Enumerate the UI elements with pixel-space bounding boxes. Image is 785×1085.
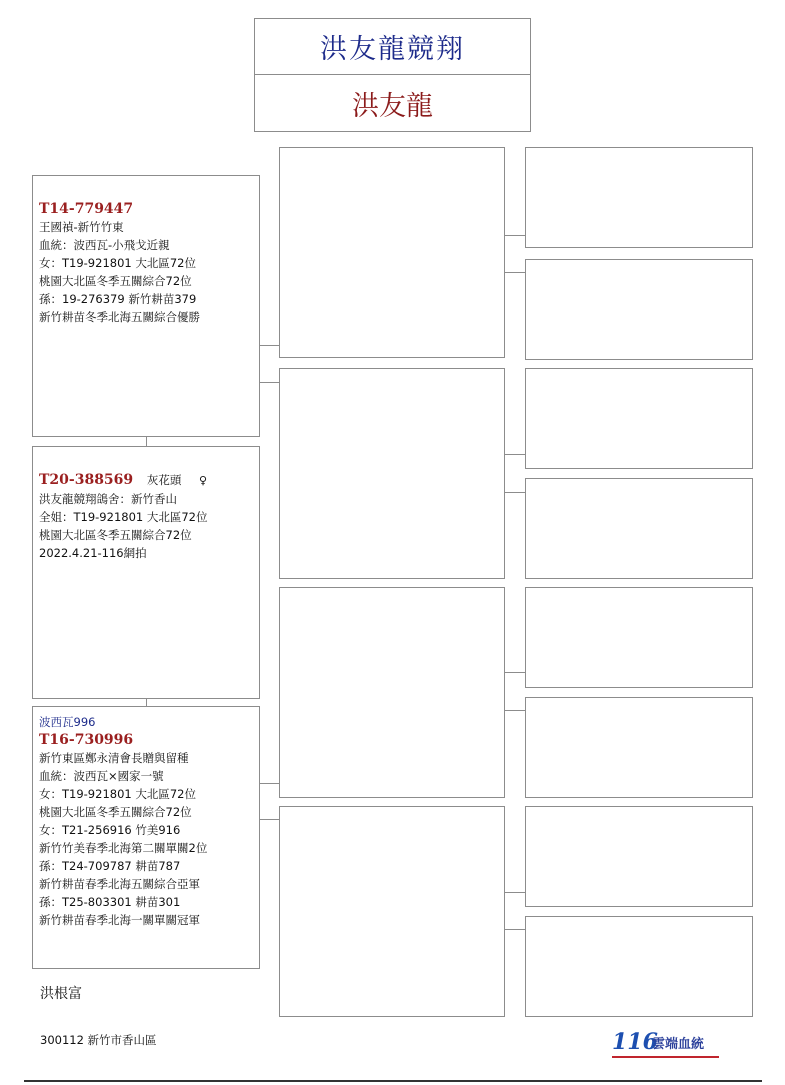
- great-grandparent-card: [525, 806, 753, 907]
- connector: [146, 437, 147, 446]
- subject-ring: T20-388569: [39, 472, 134, 488]
- owner-name: 洪友龍: [352, 91, 433, 122]
- connector: [505, 272, 525, 273]
- connector: [505, 892, 525, 893]
- connector: [505, 710, 525, 711]
- dam-line: 孫：T24-709787 耕苗787: [39, 859, 181, 873]
- dam-line: 血統：波西瓦×國家一號: [39, 769, 164, 783]
- dam-line: 女：T19-921801 大北區72位: [39, 787, 196, 801]
- subject-color: 灰花頭: [146, 473, 182, 487]
- dam-card: [32, 706, 260, 969]
- footer-owner: 洪根富: [40, 986, 82, 1002]
- great-grandparent-card: [525, 916, 753, 1017]
- sire-ring: T14-779447: [39, 201, 134, 217]
- logo-text: 雲端血統: [652, 1037, 705, 1052]
- great-grandparent-card: [525, 147, 753, 248]
- dam-line: 新竹竹美春季北海第二關單關2位: [39, 841, 208, 855]
- loft-title: 洪友龍競翔: [255, 19, 530, 75]
- subject-line: 洪友龍競翔鴿舍：新竹香山: [39, 492, 177, 506]
- connector: [260, 783, 279, 784]
- connector: [260, 819, 279, 820]
- connector: [505, 235, 525, 236]
- dam-line: 新竹耕苗春季北海一關單關冠軍: [39, 913, 200, 927]
- sire-line: 新竹耕苗冬季北海五關綜合優勝: [39, 310, 200, 324]
- sire-line: 孫：19-276379 新竹耕苗379: [39, 292, 197, 306]
- connector: [505, 492, 525, 493]
- subject-line: 全姐：T19-921801 大北區72位: [39, 510, 208, 524]
- dam-ring: T16-730996: [39, 732, 134, 748]
- connector: [260, 382, 279, 383]
- subject-line: 桃園大北區冬季五關綜合72位: [39, 528, 192, 542]
- grandparent-card: [279, 806, 505, 1017]
- dam-line: 新竹東區鄭永清會長贈與留種: [39, 751, 189, 765]
- title-box: [254, 18, 531, 132]
- connector: [146, 699, 147, 706]
- female-icon: ♀: [198, 474, 208, 487]
- connector: [505, 454, 525, 455]
- great-grandparent-card: [525, 478, 753, 579]
- dam-name: 波西瓦996: [39, 715, 96, 729]
- dam-line: 新竹耕苗春季北海五關綜合亞軍: [39, 877, 200, 891]
- connector: [505, 929, 525, 930]
- subject-line: 2022.4.21-116網拍: [39, 546, 147, 560]
- grandparent-card: [279, 587, 505, 798]
- sire-line: 桃園大北區冬季五關綜合72位: [39, 274, 192, 288]
- great-grandparent-card: [525, 697, 753, 798]
- logo-number: 116: [612, 1029, 658, 1055]
- great-grandparent-card: [525, 587, 753, 688]
- grandparent-card: [279, 147, 505, 358]
- sire-card: [32, 175, 260, 437]
- sire-line: 血統：波西瓦-小飛戈近親: [39, 238, 170, 252]
- connector: [260, 345, 279, 346]
- great-grandparent-card: [525, 368, 753, 469]
- dam-line: 孫：T25-803301 耕苗301: [39, 895, 181, 909]
- sire-line: 女：T19-921801 大北區72位: [39, 256, 196, 270]
- footer-address: 300112 新竹市香山區: [40, 1033, 157, 1047]
- bottom-rule: [24, 1080, 762, 1082]
- dam-line: 女：T21-256916 竹美916: [39, 823, 181, 837]
- subject-card: [32, 446, 260, 699]
- grandparent-card: [279, 368, 505, 579]
- dam-line: 桃園大北區冬季五關綜合72位: [39, 805, 192, 819]
- connector: [505, 672, 525, 673]
- logo-underline: [612, 1056, 719, 1058]
- sire-line: 王國禎-新竹竹東: [39, 220, 124, 234]
- great-grandparent-card: [525, 259, 753, 360]
